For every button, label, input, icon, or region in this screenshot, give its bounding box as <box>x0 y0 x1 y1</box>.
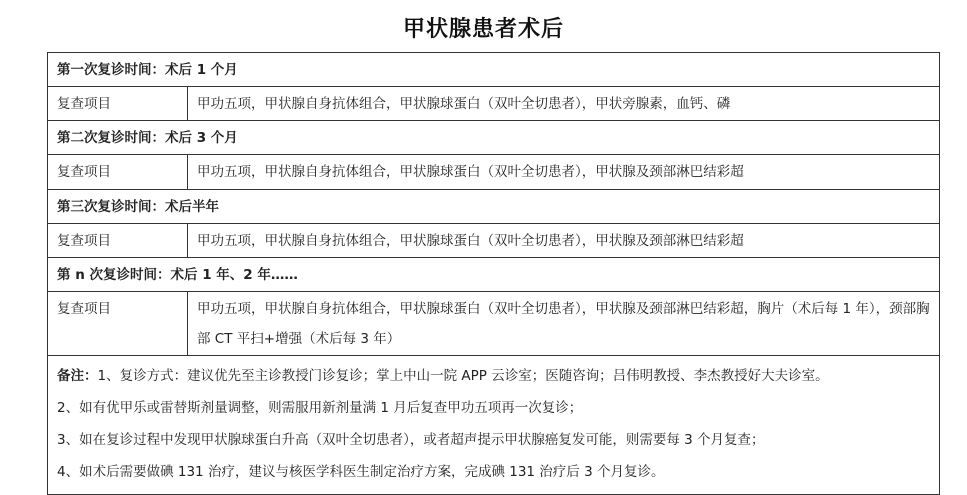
visit-1-items-row <box>48 87 940 121</box>
visit-1-header: 第一次复诊时间：术后 1 个月 <box>48 53 940 86</box>
visit-3-header-row <box>48 190 940 224</box>
visit-2-header-row <box>48 121 940 155</box>
follow-up-table <box>47 52 940 495</box>
visit-n-header: 第 n 次复诊时间：术后 1 年、2 年…… <box>48 258 940 291</box>
note-line-4: 4、如术后需要做碘 131 治疗，建议与核医学科医生制定治疗方案，完成碘 131 治疗后 3 个月复诊。 <box>57 464 665 480</box>
notes-cell <box>48 356 940 494</box>
notes-row <box>48 356 940 495</box>
note-line-3: 3、如在复诊过程中发现甲状腺球蛋白升高（双叶全切患者），或者超声提示甲状腺癌复发可能，则需要每 3 个月复查； <box>57 432 765 448</box>
visit-3-label: 复查项目 <box>48 224 188 257</box>
visit-2-header: 第二次复诊时间：术后 3 个月 <box>48 121 940 154</box>
visit-3-items-row <box>48 224 940 258</box>
visit-1-label: 复查项目 <box>48 87 188 120</box>
visit-n-items: 甲功五项，甲状腺自身抗体组合，甲状腺球蛋白（双叶全切患者），甲状腺及颈部淋巴结彩超，胸片（术后每 1 年），颈部胸部 CT 平扫+增强（术后每 3 年） <box>188 292 940 355</box>
note-line-2: 2、如有优甲乐或雷替斯剂量调整，则需服用新剂量满 1 月后复查甲功五项再一次复诊； <box>57 400 583 416</box>
visit-2-items: 甲功五项，甲状腺自身抗体组合，甲状腺球蛋白（双叶全切患者），甲状腺及颈部淋巴结彩超 <box>188 155 940 189</box>
visit-n-label: 复查项目 <box>48 292 188 355</box>
page-title: 甲状腺患者术后 <box>402 17 564 42</box>
visit-1-items: 甲功五项，甲状腺自身抗体组合，甲状腺球蛋白（双叶全切患者），甲状旁腺素，血钙、磷 <box>188 87 940 120</box>
visit-n-header-row <box>48 258 940 292</box>
note-1-text: 1、复诊方式：建议优先至主诊教授门诊复诊；掌上中山一院 APP 云诊室；医随咨询；吕伟明教授、李杰教授好大夫诊室。 <box>97 368 829 384</box>
visit-2-items-row <box>48 155 940 190</box>
visit-2-label: 复查项目 <box>48 155 188 189</box>
notes-prefix: 备注： <box>57 368 98 384</box>
visit-3-header: 第三次复诊时间：术后半年 <box>48 190 940 223</box>
note-line-1 <box>57 360 930 392</box>
visit-3-items: 甲功五项，甲状腺自身抗体组合，甲状腺球蛋白（双叶全切患者），甲状腺及颈部淋巴结彩超 <box>188 224 940 257</box>
visit-n-items-row <box>48 292 940 356</box>
visit-1-header-row <box>48 53 940 87</box>
